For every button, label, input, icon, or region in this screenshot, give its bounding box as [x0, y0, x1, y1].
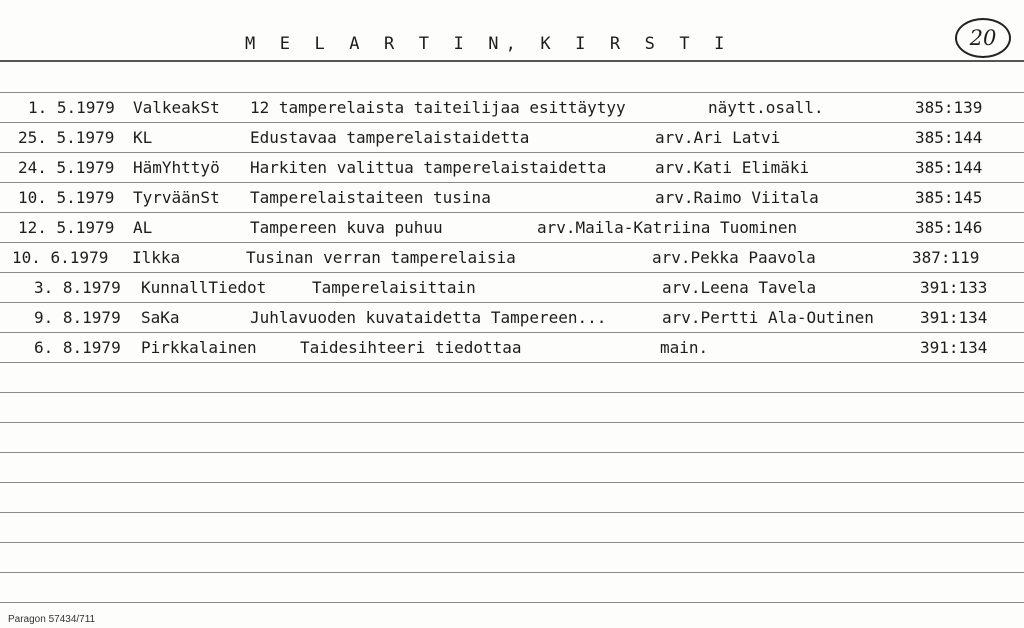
entry-author: arv.Leena Tavela: [662, 278, 817, 297]
entry-ref: 391:134: [920, 308, 988, 327]
card-entry-row: [0, 212, 1024, 242]
entry-ref: 385:144: [915, 128, 983, 147]
entry-ref: 385:146: [915, 218, 983, 237]
ruled-line: [0, 362, 1024, 363]
entry-ref: 387:119: [912, 248, 980, 267]
entry-title: Tusinan verran tamperelaisia: [246, 248, 516, 267]
card-entry-row: [0, 182, 1024, 212]
entry-ref: 391:133: [920, 278, 988, 297]
card-entry-row: [0, 242, 1024, 272]
entry-source: SaKa: [141, 308, 180, 327]
entry-author: arv.Pertti Ala-Outinen: [662, 308, 874, 327]
entry-author: näytt.osall.: [708, 98, 824, 117]
ruled-line: [0, 572, 1024, 573]
entry-source: KunnallTiedot: [141, 278, 267, 297]
entry-date: 10. 6.1979: [12, 248, 109, 267]
entry-author: arv.Kati Elimäki: [655, 158, 810, 177]
entry-date: 1. 5.1979: [28, 98, 115, 117]
card-entry-row: [0, 122, 1024, 152]
entry-author: arv.Pekka Paavola: [652, 248, 816, 267]
entry-title: Taidesihteeri tiedottaa: [300, 338, 522, 357]
entry-date: 25. 5.1979: [18, 128, 115, 147]
entry-ref: 385:139: [915, 98, 983, 117]
ruled-line: [0, 512, 1024, 513]
card-entry-row: [0, 152, 1024, 182]
entry-source: AL: [133, 218, 153, 237]
entry-title: Juhlavuoden kuvataidetta Tampereen...: [250, 308, 607, 327]
ruled-line: [0, 60, 1024, 62]
ruled-line: [0, 602, 1024, 603]
entry-source: HämYhttyö: [133, 158, 220, 177]
entry-source: Ilkka: [132, 248, 181, 267]
entry-date: 6. 8.1979: [34, 338, 121, 357]
entry-title: Harkiten valittua tamperelaistaidetta: [250, 158, 607, 177]
card-entry-row: [0, 92, 1024, 122]
entry-source: TyrväänSt: [133, 188, 220, 207]
entry-ref: 391:134: [920, 338, 988, 357]
entry-source: ValkeakSt: [133, 98, 220, 117]
entry-title: 12 tamperelaista taiteilijaa esittäytyy: [250, 98, 626, 117]
card-entry-row: [0, 332, 1024, 362]
ruled-line: [0, 422, 1024, 423]
entry-source: KL: [133, 128, 153, 147]
entry-title: Edustavaa tamperelaistaidetta: [250, 128, 530, 147]
entry-author: arv.Ari Latvi: [655, 128, 781, 147]
ruled-line: [0, 542, 1024, 543]
entry-ref: 385:144: [915, 158, 983, 177]
entry-date: 10. 5.1979: [18, 188, 115, 207]
entry-date: 9. 8.1979: [34, 308, 121, 327]
entry-author: arv.Raimo Viitala: [655, 188, 819, 207]
card-entry-row: [0, 302, 1024, 332]
entry-title: Tampereen kuva puhuu: [250, 218, 443, 237]
printer-imprint: Paragon 57434/711: [8, 614, 96, 625]
entry-source: Pirkkalainen: [141, 338, 257, 357]
card-entry-row: [0, 272, 1024, 302]
entry-title: Tamperelaisittain: [312, 278, 476, 297]
ruled-line: [0, 482, 1024, 483]
ruled-line: [0, 392, 1024, 393]
entry-ref: 385:145: [915, 188, 983, 207]
entry-date: 3. 8.1979: [34, 278, 121, 297]
card-title: M E L A R T I N, K I R S T I: [245, 34, 732, 54]
entry-date: 24. 5.1979: [18, 158, 115, 177]
entry-author: main.: [660, 338, 709, 357]
card-number: 20: [955, 18, 1011, 58]
entry-author: arv.Maila-Katriina Tuominen: [537, 218, 798, 237]
entry-title: Tamperelaistaiteen tusina: [250, 188, 491, 207]
ruled-line: [0, 452, 1024, 453]
entry-date: 12. 5.1979: [18, 218, 115, 237]
